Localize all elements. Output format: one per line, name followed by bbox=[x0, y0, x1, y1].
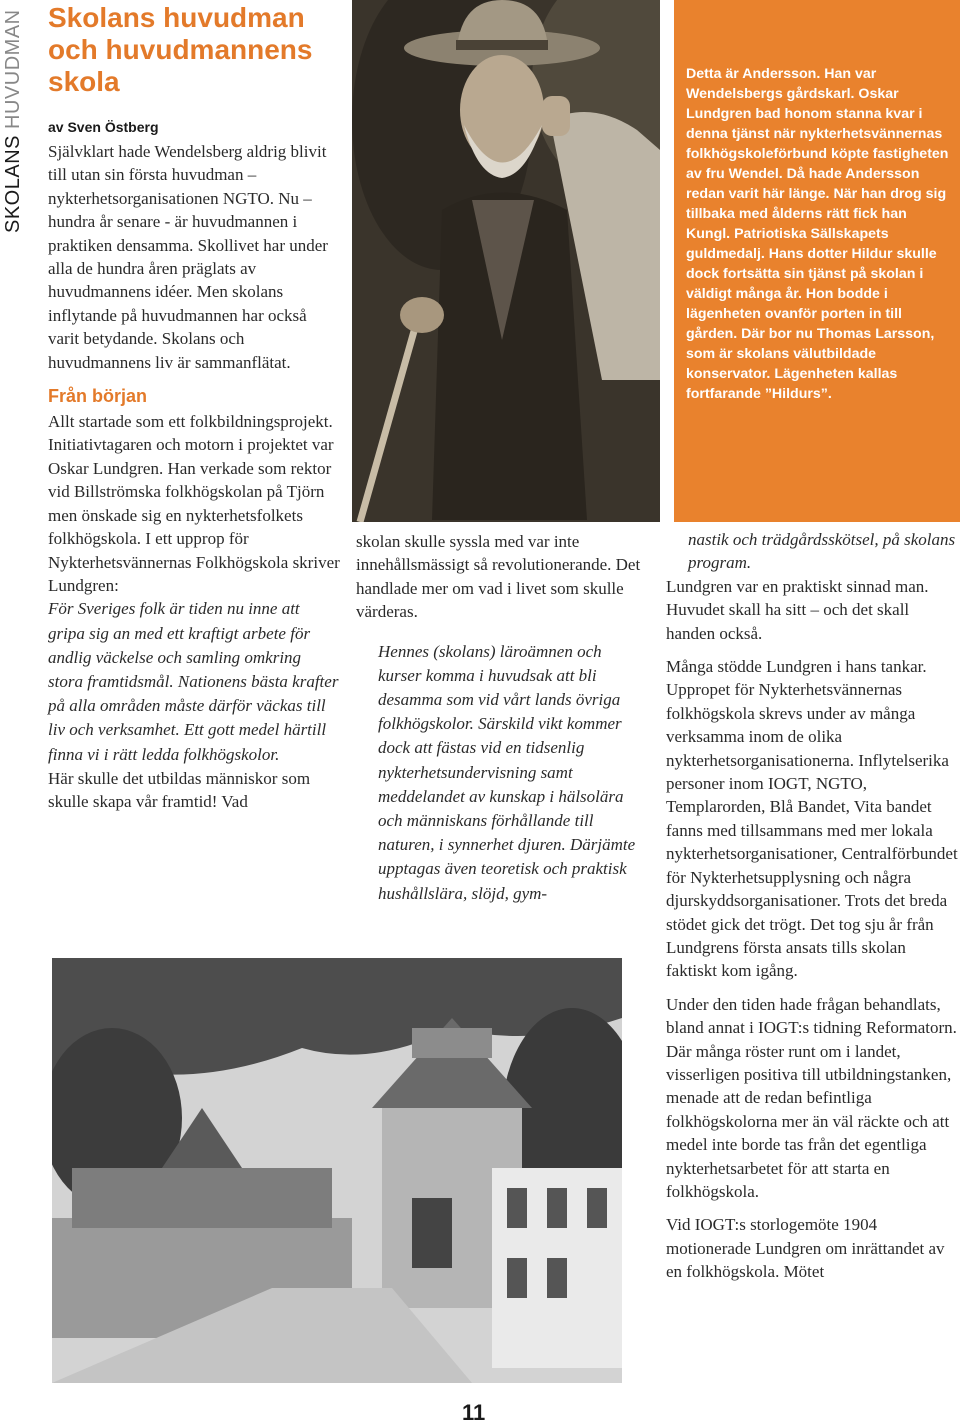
quote-continuation: nastik och trädgårdsskötsel, på skolans program. bbox=[688, 530, 956, 573]
paragraph-future: Här skulle det utbildas människor som skulle skapa vår framtid! Vad bbox=[48, 768, 311, 812]
section-label-bold: SKOLANS bbox=[2, 135, 24, 233]
photo-school-buildings bbox=[52, 958, 622, 1383]
intro-paragraph: Självklart hade Wendelsberg aldrig blivit till utan sin första huvudman – nykterhetsorganisationen NGTO. Nu – hundra år senare - är huvudmannen i praktiken densamma. Skollivet har under alla de hundra åren präglats av huvudmannens idéer. Men skolans inflytande på huvudmannen har också varit betydande. Skolans och huvudmannens liv är sammanflätat. bbox=[48, 142, 328, 372]
caption-text: Detta är Andersson. Han var Wendelsbergs gårdskarl. Oskar Lundgren bad honom stanna kvar i denna tjänst när nykterhetsvännernas folkhögskoleförbund köpte fastigheten av fru Wendel. Då hade Andersson redan varit här länge. När han drog sig tillbaka med ålderns rätt fick han Kungl. Patriotiska Sällskapets guldmedalj. Hans dotter Hildur skulle dock fortsätta sin tjänst på skolan i väldigt många år. Hon bodde i lägenheten ovanför porten in till gården. Där bor nu Thomas Larsson, som är skolans välutbildade konservator. Lägenheten kallas fortfarande ”Hildurs”. bbox=[686, 66, 949, 402]
caption-box bbox=[674, 0, 960, 522]
right-paragraph-2: Många stödde Lundgren i hans tankar. Uppropet för Nykterhetsvännernas folkhögskola skrevs under av många verksamma inom de olika nykterhetsorganisationerna. Inflytelserika personer inom IOGT, NGTO, Templarorden, Blå Bandet, Vita bandet fanns med tillsammans med mer lokala nykterhetsorganisationer, Centralförbundet för Nykterhetsupplysning och några djurskyddsorganisationer. Trots det breda stödet gick det trögt. Det tog sju år från Lundgrens första ansats tills skolan faktiskt kom igång. bbox=[666, 657, 958, 981]
paragraph-start: Allt startade som ett folkbildningsprojekt. Initiativtagaren och motorn i projektet var Oskar Lundgren. Han verkade som rektor vid Billströmska folkhögskolan på Tjörn men önskade sig en nykterhetsfolkets folkhögskola. I ett upprop för Nykterhetsvännernas Folkhögskola skriver Lundgren: bbox=[48, 412, 340, 595]
section-label bbox=[2, 9, 28, 233]
quote-school-subjects: Hennes (skolans) läroämnen och kurser komma i huvudsak att bli desamma som vid vårt lands övriga folkhögskolor. Särskild vikt kommer dock att fästas vid en tidsenlig nykterhetsundervisning samt meddelandet av kunskap i hälsolära och människans förhållande till naturen, i synnerhet djuren. Därjämte upptagas även teoretisk och praktisk hushållslära, slöjd, gym- bbox=[378, 641, 636, 903]
right-column bbox=[666, 528, 960, 1284]
middle-paragraph: skolan skulle syssla med var inte innehållsmässigt så revolutionerande. Det handlade mer om vad i livet som skulle värderas. bbox=[356, 532, 641, 622]
photo-andersson bbox=[352, 0, 660, 522]
subheading: Från början bbox=[48, 386, 148, 407]
left-column bbox=[48, 140, 340, 814]
middle-column bbox=[356, 530, 646, 906]
section-label-light: HUVUDMAN bbox=[2, 9, 24, 129]
quote-lundgren: För Sveriges folk är tiden nu inne att gripa sig an med ett kraftigt arbete för andlig väckelse och samling omkring stora framtidsmål. Nationens bästa krafter på alla områden måste därför väckas till liv och verksamhet. Ett gott medel härtill finna vi i rätt ledda folkhögskolor. bbox=[48, 599, 339, 764]
right-paragraph-4: Vid IOGT:s storlogemöte 1904 motionerade Lundgren om inrättandet av en folkhögskola. Mötet bbox=[666, 1215, 945, 1282]
right-paragraph-3: Under den tiden hade frågan behandlats, bland annat i IOGT:s tidning Reformatorn. Där många röster runt om i landet, visserligen positiva till utbildningstanken, menade att de redan befintliga folkhögskolorna mer än väl räckte och att medel inte borde tas från det egentliga nykterhetsarbetet för att starta en folkhögskola. bbox=[666, 994, 957, 1201]
article-title: Skolans huvudman och huvudmannens skola bbox=[48, 2, 313, 97]
page-number: 11 bbox=[462, 1400, 486, 1425]
photo-andersson-illustration bbox=[352, 0, 660, 522]
right-paragraph-1: Lundgren var en praktiskt sinnad man. Huvudet skall ha sitt – och det skall handen också. bbox=[666, 576, 929, 643]
byline: av Sven Östberg bbox=[48, 119, 159, 135]
photo-school-illustration bbox=[52, 958, 622, 1383]
